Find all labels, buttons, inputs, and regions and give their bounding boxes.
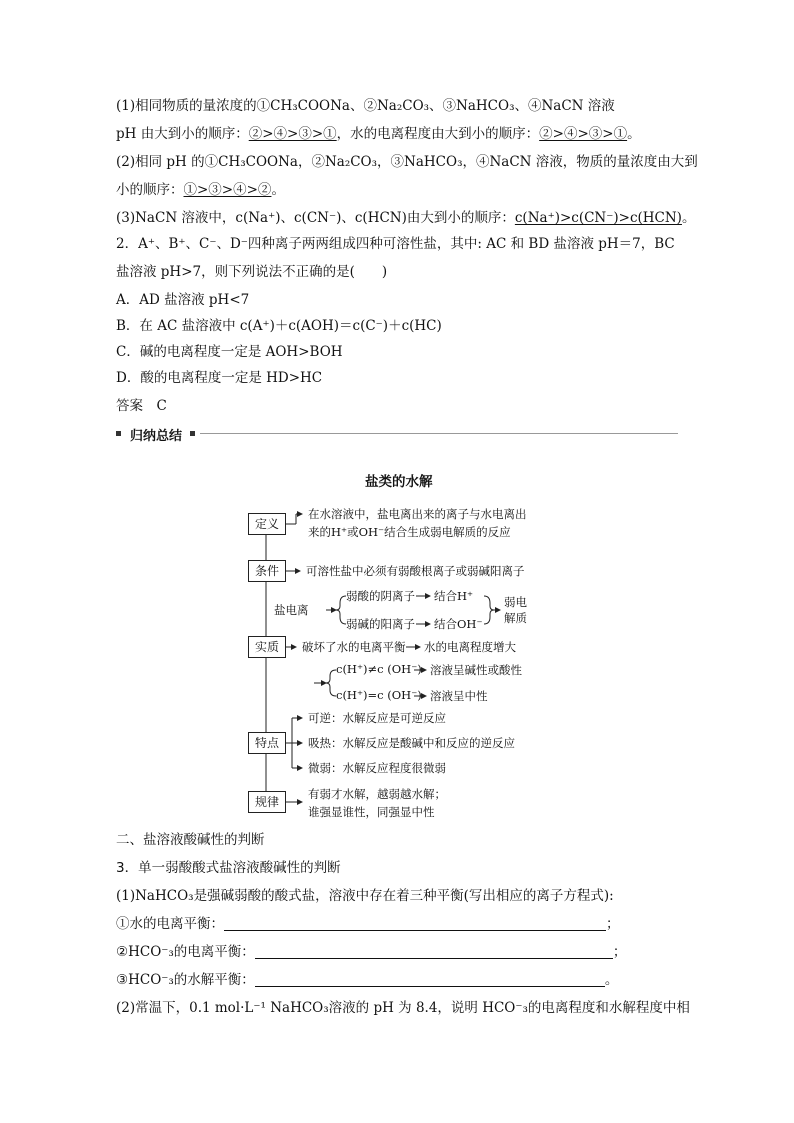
neq-condition: c(H⁺)≠c (OH⁻)	[336, 662, 422, 676]
hco3-ionization-label: ②HCO⁻₃的电离平衡：	[116, 944, 255, 960]
weak-electrolyte-2: 解质	[504, 611, 527, 625]
summary-rule	[200, 433, 678, 434]
q1-part3	[116, 208, 695, 228]
q2-option-c: C．碱的电离程度一定是 AOH>BOH	[116, 344, 343, 360]
feature-endothermic: 吸热：水解反应是酸碱中和反应的逆反应	[308, 736, 515, 750]
box-definition: 定义	[248, 513, 286, 535]
q1-part1-label-ionization: ，水的电离程度由大到小的顺序：	[336, 126, 540, 142]
summary-square-right	[190, 431, 195, 436]
blank1-end: ；	[606, 916, 620, 932]
q1-part3-end: 。	[681, 210, 696, 226]
q1-part1-label-ph: pH 由大到小的顺序：	[116, 126, 249, 142]
q2-option-b: B．在 AC 盐溶液中 c(A⁺)＋c(AOH)＝c(C⁻)＋c(HC)	[116, 318, 442, 334]
condition-text: 可溶性盐中必须有弱酸根离子或弱碱阳离子	[306, 564, 525, 578]
answer-concentration-order: ①>③>④>②	[183, 182, 272, 198]
essence-text: 破坏了水的电离平衡	[302, 640, 406, 654]
box-essence: 实质	[248, 636, 286, 658]
q3-blank-line2	[116, 942, 626, 962]
hco3-hydrolysis-label: ③HCO⁻₃的水解平衡：	[116, 972, 255, 988]
box-features: 特点	[248, 732, 286, 754]
weak-electrolyte-1: 弱电	[504, 595, 527, 609]
answer-nacn-order: c(Na⁺)>c(CN⁻)>c(HCN)	[514, 210, 682, 226]
answer-ph-order: ②>④>③>①	[248, 126, 337, 142]
q1-part2-line1: (2)相同 pH 的①CH₃COONa，②Na₂CO₃，③NaHCO₃，④NaCN 溶液，物质的量浓度由大到	[116, 154, 698, 170]
bind-oh-minus: 结合OH⁻	[434, 617, 483, 631]
salt-ionization-label: 盐电离	[274, 603, 309, 617]
q3-part1-text: (1)NaHCO₃是强碱弱酸的酸式盐，溶液中存在着三种平衡(写出相应的离子方程式):	[116, 888, 614, 904]
diagram-title: 盐类的水解	[365, 474, 433, 490]
blank2-end: ；	[612, 944, 627, 960]
q2-option-d: D．酸的电离程度一定是 HD>HC	[116, 370, 323, 386]
weak-base-cation: 弱碱的阳离子	[346, 617, 415, 631]
feature-weak: 微弱：水解反应程度很微弱	[308, 761, 446, 775]
rule-text-1: 有弱才水解，越弱越水解；	[308, 787, 446, 801]
box-condition: 条件	[248, 560, 286, 582]
eq-condition: c(H⁺)=c (OH⁻)	[336, 688, 422, 702]
q1-part1-line1: (1)相同物质的量浓度的①CH₃COONa、②Na₂CO₃、③NaHCO₃、④NaCN 溶液	[116, 98, 615, 114]
feature-reversible: 可逆：水解反应是可逆反应	[308, 711, 446, 725]
weak-acid-anion: 弱酸的阴离子	[346, 589, 415, 603]
water-ionization-label: ①水的电离平衡：	[116, 916, 224, 932]
answer-blank-3[interactable]	[255, 972, 605, 987]
summary-label: 归纳总结	[130, 429, 183, 444]
answer-blank-1[interactable]	[224, 916, 606, 931]
summary-square-left	[116, 431, 121, 436]
hydrolysis-diagram	[240, 500, 570, 825]
section2-heading: 二、盐溶液酸碱性的判断	[116, 832, 265, 848]
eq-result: 溶液呈中性	[430, 689, 488, 703]
box-rule: 规律	[248, 791, 286, 813]
answer-blank-2[interactable]	[255, 944, 613, 959]
q3-blank-line1	[116, 914, 620, 934]
q1-part3-label: (3)NaCN 溶液中，c(Na⁺)、c(CN⁻)、c(HCN)由大到小的顺序：	[116, 210, 515, 226]
q2-stem-line1: 2．A⁺、B⁺、C⁻、D⁻四种离子两两组成四种可溶性盐，其中: AC 和 BD 盐溶液 pH＝7，BC	[116, 236, 675, 252]
definition-text-2: 来的H⁺或OH⁻结合生成弱电解质的反应	[308, 525, 511, 539]
q3-title: 3．单一弱酸酸式盐溶液酸碱性的判断	[116, 860, 341, 876]
definition-text-1: 在水溶液中，盐电离出来的离子与水电离出	[308, 507, 527, 521]
q3-blank-line3	[116, 970, 618, 990]
rule-text-2: 谁强显谁性，同强显中性	[308, 805, 435, 819]
blank3-end: 。	[604, 972, 619, 988]
q1-part1-line2	[116, 124, 641, 144]
q2-option-a: A．AD 盐溶液 pH<7	[116, 292, 250, 308]
q1-part2-label: 小的顺序：	[116, 182, 184, 198]
q2-stem-line2: 盐溶液 pH>7，则下列说法不正确的是( )	[116, 264, 388, 280]
answer-ionization-order: ②>④>③>①	[539, 126, 628, 142]
q1-part2-end: 。	[271, 182, 285, 198]
q2-answer: 答案 C	[116, 398, 167, 414]
summary-section-bar	[116, 426, 678, 442]
bind-h-plus: 结合H⁺	[434, 589, 474, 603]
q3-part2-text: (2)常温下，0.1 mol·L⁻¹ NaHCO₃溶液的 pH 为 8.4，说明 HCO⁻₃的电离程度和水解程度中相	[116, 1000, 690, 1016]
q1-part2-line2	[116, 180, 285, 200]
neq-result: 溶液呈碱性或酸性	[430, 663, 522, 677]
essence-result: 水的电离程度增大	[424, 640, 516, 654]
q1-part1-end: 。	[627, 126, 641, 142]
